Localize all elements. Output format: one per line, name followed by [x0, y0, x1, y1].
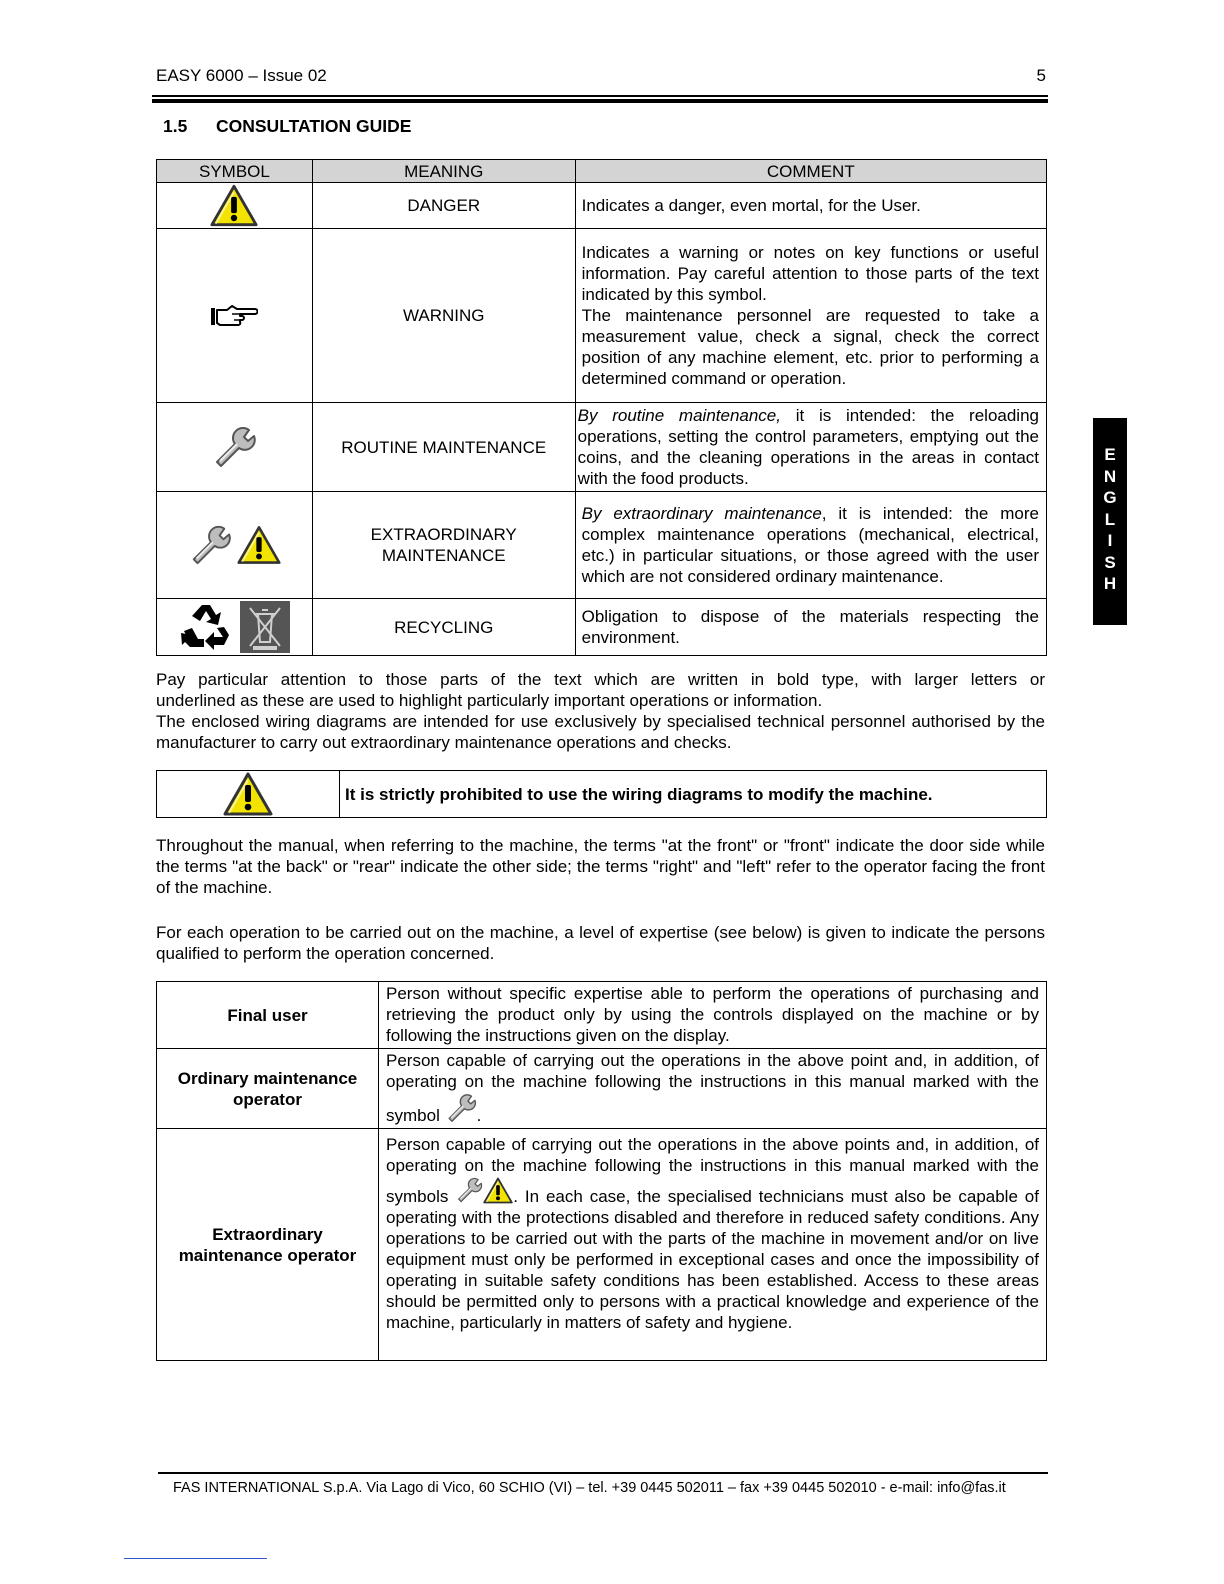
paragraph-line: underlined as these are used to highlight particularly important operations or information. — [156, 691, 823, 710]
page-header — [156, 66, 1048, 86]
comment-text: Indicates a warning or notes on key functions or useful information. Pay careful attention to those parts of the text indicated by this symbol. — [581, 243, 1039, 304]
header-rule-thick — [152, 99, 1048, 103]
expertise-desc: Person without specific expertise able to perform the operations of purchasing and retrieving the product only by using the controls displayed on the machine or by following the instructions given on the display. — [379, 982, 1047, 1049]
comment-text: , it is intended: the more complex maintenance operations (mechanical, electrical, etc.) in particular situations, or those agreed with the user which are not considered ordinary maintenance. — [581, 504, 1039, 586]
warning-icon-cell — [157, 771, 340, 818]
wrench-icon — [211, 424, 257, 470]
paragraph-wiring: The enclosed wiring diagrams are intended for use exclusively by specialised technical personnel authorised by the manufacturer to carry out extraordinary maintenance operations and checks. — [156, 712, 1045, 752]
table-row — [157, 492, 1047, 599]
waste-bin-icon — [239, 600, 291, 654]
section-number: 1.5 — [163, 116, 188, 136]
paragraph-line: Pay particular attention to those parts of the text which are written in bold type, with larger letters or — [156, 670, 1045, 689]
side-tab-letter: N — [1103, 466, 1117, 486]
table-row — [157, 403, 1047, 492]
header-meaning: MEANING — [312, 160, 575, 183]
warning-box — [156, 770, 1047, 818]
header-rule-thin — [152, 95, 1048, 97]
table-row — [157, 599, 1047, 656]
comment-emphasis: By routine maintenance, — [577, 406, 781, 425]
header-symbol: SYMBOL — [157, 160, 313, 183]
side-tab-letter: I — [1107, 531, 1113, 550]
expertise-text-end: . In each case, the specialised technicians must also be capable of operating with the protections disabled and therefore in reduced safety conditions. Any operations to be carried out with the parts of the machine in movement and/or on live equipment must only be performed in exceptional cases and once the impossibility of operating in suitable safety conditions has been established. Access to these areas should be permitted only to persons with a practical knowledge and experience of the machine, particularly in matters of safety and hygiene. — [386, 1187, 1039, 1332]
meaning-cell: EXTRAORDINARY MAINTENANCE — [312, 492, 575, 599]
wrench-icon — [455, 1176, 483, 1204]
symbol-cell — [157, 183, 313, 229]
danger-triangle-icon — [210, 184, 258, 227]
danger-triangle-icon — [483, 1177, 513, 1204]
comment-cell — [575, 229, 1046, 403]
expertise-label: Extraordinary maintenance operator — [157, 1129, 379, 1361]
pointing-hand-icon — [210, 303, 258, 329]
meaning-cell: RECYCLING — [312, 599, 575, 656]
expertise-text: Person capable of carrying out the operations in the above point and, in addition, of operating on the machine following the instructions in this manual marked with the symbol — [386, 1051, 1039, 1125]
symbol-cell — [157, 599, 313, 656]
expertise-text-end: . — [476, 1106, 482, 1125]
meaning-cell: WARNING — [312, 229, 575, 403]
language-side-tab — [1093, 418, 1127, 625]
comment-text-2: The maintenance personnel are requested to take a measurement value, check a signal, check the correct position of any machine element, etc. prior to performing a determined command or operation. — [581, 306, 1039, 388]
side-tab-letter: G — [1103, 488, 1117, 507]
wrench-icon — [445, 1092, 477, 1124]
expertise-label: Final user — [157, 982, 379, 1049]
side-tab-letter: S — [1104, 552, 1116, 572]
table-row — [157, 1049, 1047, 1129]
page-number: 5 — [1036, 66, 1046, 85]
recycling-icon — [178, 601, 234, 653]
meaning-cell: ROUTINE MAINTENANCE — [312, 403, 575, 492]
danger-triangle-icon — [237, 525, 281, 565]
table-row — [157, 1129, 1047, 1361]
table-row — [157, 982, 1047, 1049]
side-tab-letter: E — [1104, 445, 1116, 464]
paragraph-orientation: Throughout the manual, when referring to the machine, the terms "at the front" or "front" indicate the door side while the terms "at the back" or "rear" indicate the other side; the terms "right" and "left" refer to the operator facing the front of the machine. — [156, 836, 1045, 897]
side-tab-letter: H — [1103, 574, 1117, 593]
expertise-desc — [379, 1129, 1047, 1361]
section-title: CONSULTATION GUIDE — [216, 116, 412, 136]
symbol-cell — [157, 403, 313, 492]
page-footer: FAS INTERNATIONAL S.p.A. Via Lago di Vico, 60 SCHIO (VI) – tel. +39 0445 502011 – fax +39 0445 502010 - e-mail: info@fas.it — [173, 1480, 1006, 1496]
paragraph-expertise: For each operation to be carried out on the machine, a level of expertise (see below) is given to indicate the persons qualified to perform the operation concerned. — [156, 923, 1045, 963]
meaning-cell: DANGER — [312, 183, 575, 229]
comment-cell: Obligation to dispose of the materials respecting the environment. — [575, 599, 1046, 656]
paragraph-emphasis — [156, 669, 1045, 753]
side-tab-letter: L — [1104, 509, 1116, 529]
comment-emphasis: By extraordinary maintenance — [581, 504, 822, 523]
footer-rule — [158, 1472, 1048, 1474]
symbol-cell — [157, 492, 313, 599]
expertise-table — [156, 981, 1047, 1361]
table-row — [157, 229, 1047, 403]
danger-triangle-icon — [223, 772, 273, 816]
comment-cell: Indicates a danger, even mortal, for the User. — [575, 183, 1046, 229]
wrench-icon — [188, 523, 232, 567]
comment-cell — [575, 492, 1046, 599]
comment-text: it is intended: the reloading operations, setting the control parameters, emptying out the coins, and the cleaning operations in the areas in contact with the food products. — [577, 406, 1039, 488]
header-comment: COMMENT — [575, 160, 1046, 183]
expertise-desc — [379, 1049, 1047, 1129]
comment-cell — [575, 403, 1046, 492]
doc-title: EASY 6000 – Issue 02 — [156, 66, 327, 85]
expertise-label: Ordinary maintenance operator — [157, 1049, 379, 1129]
symbol-cell — [157, 229, 313, 403]
table-row — [157, 183, 1047, 229]
warning-text: It is strictly prohibited to use the wiring diagrams to modify the machine. — [340, 771, 1047, 818]
symbol-table — [156, 159, 1047, 656]
link-underline — [124, 1558, 267, 1559]
symbol-table-header — [157, 160, 1047, 183]
expertise-text: Person capable of carrying out the operations in the above points and, in addition, of operating on the machine following the instructions in this manual marked with the symbols — [386, 1135, 1039, 1206]
section-heading — [163, 116, 411, 137]
